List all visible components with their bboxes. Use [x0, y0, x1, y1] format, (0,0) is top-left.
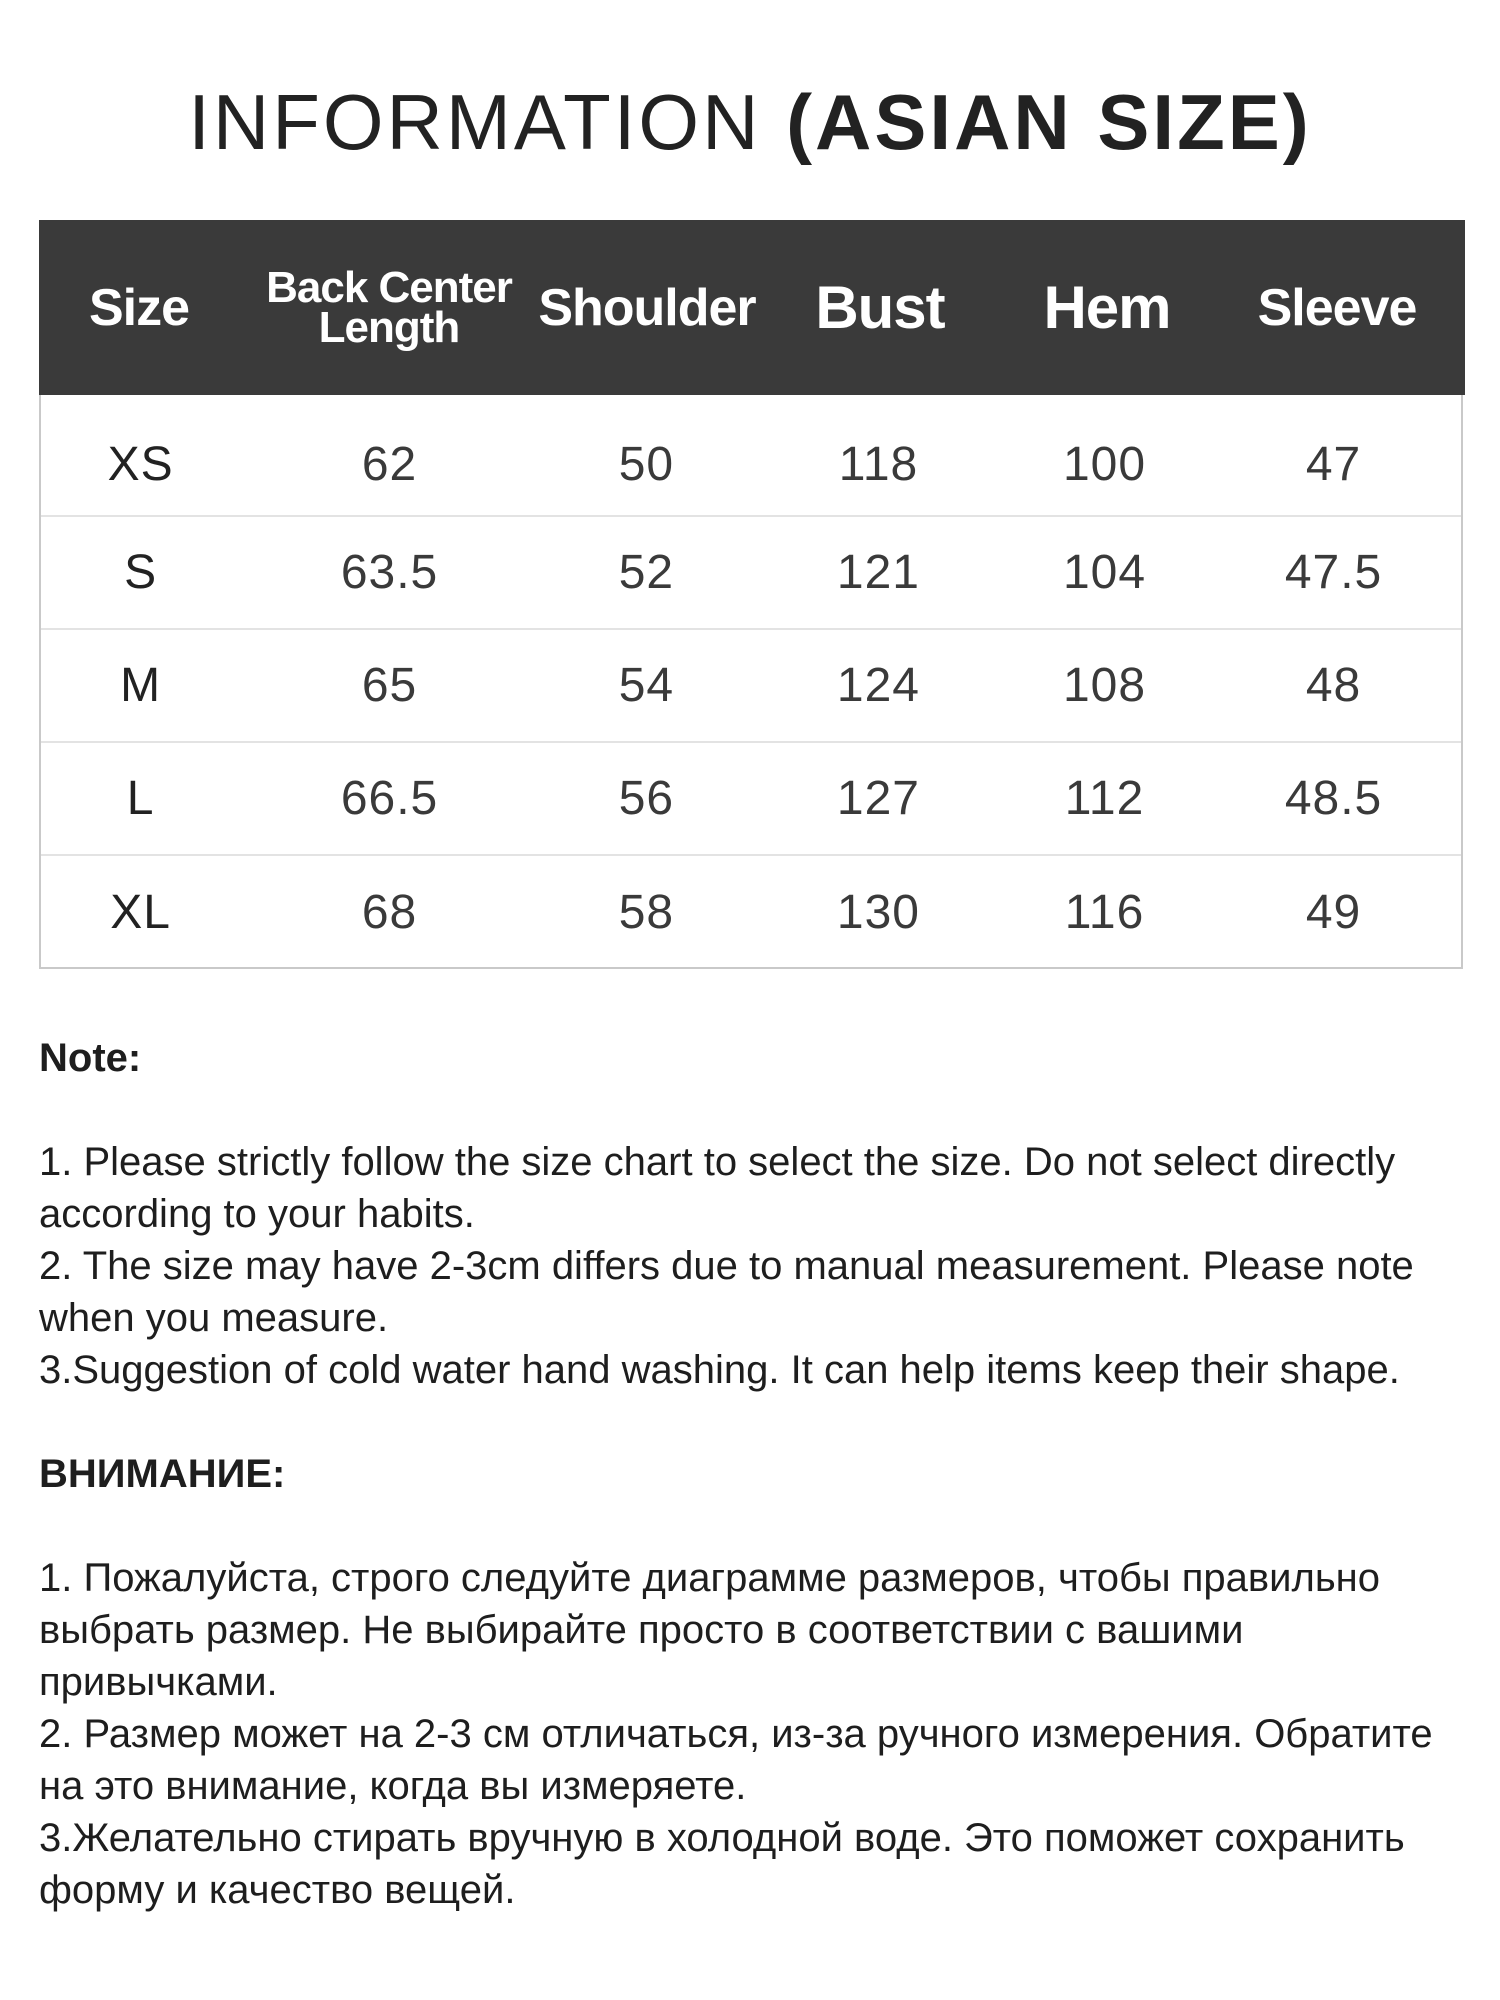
- header-sleeve: Sleeve: [1257, 278, 1417, 337]
- cell-bust: 127: [836, 772, 920, 825]
- header-back-center-length: Back Center Length: [266, 262, 512, 352]
- cell-back-center-length: 65: [361, 659, 418, 712]
- cell-back-center-length: 62: [361, 437, 418, 491]
- cell-bust: 130: [836, 886, 920, 939]
- table-body: [41, 395, 1461, 969]
- cell-hem: 112: [1064, 772, 1145, 825]
- cell-sleeve: 47.5: [1284, 546, 1383, 599]
- cell-shoulder: 52: [618, 546, 675, 599]
- note-item-ru: 2. Размер может на 2-3 см отличаться, из-за ручного измерения. Обратите на это внимание, когда вы измеряете.: [39, 1712, 1433, 1808]
- note-item-ru: 3.Желательно стирать вручную в холодной воде. Это поможет сохранить форму и качество вещей.: [39, 1816, 1405, 1912]
- cell-hem: 104: [1062, 546, 1147, 599]
- notes-section: [39, 1032, 1479, 1916]
- cell-back-center-length: 63.5: [340, 546, 439, 599]
- table-header-row: [39, 220, 1465, 395]
- note-item-ru: 1. Пожалуйста, строго следуйте диаграмме размеров, чтобы правильно выбрать размер. Не выбирайте просто в соответствии с вашими привычками.: [39, 1556, 1381, 1704]
- cell-hem: 108: [1062, 659, 1147, 712]
- cell-shoulder: 50: [618, 437, 675, 491]
- cell-hem: 116: [1064, 886, 1145, 939]
- cell-bust: 118: [838, 437, 919, 491]
- table-row: [41, 856, 1461, 969]
- note-heading-en: Note:: [39, 1036, 142, 1080]
- note-item-en: 3.Suggestion of cold water hand washing. It can help items keep their shape.: [39, 1348, 1400, 1392]
- header-bust: Bust: [815, 274, 945, 341]
- size-chart-table: [39, 220, 1463, 969]
- page-title: [0, 72, 1500, 172]
- header-shoulder: Shoulder: [538, 278, 756, 337]
- header-hem: Hem: [1043, 274, 1171, 341]
- cell-back-center-length: 66.5: [340, 772, 439, 825]
- title-qualifier: (ASIAN SIZE): [786, 78, 1312, 166]
- cell-shoulder: 56: [618, 772, 675, 825]
- header-size: Size: [88, 278, 190, 337]
- table-row: [41, 630, 1461, 743]
- note-item-en: 1. Please strictly follow the size chart to select the size. Do not select directly according to your habits.: [39, 1140, 1396, 1236]
- table-row: [41, 743, 1461, 856]
- note-heading-ru: ВНИМАНИЕ:: [39, 1452, 286, 1496]
- note-item-en: 2. The size may have 2-3cm differs due to manual measurement. Please note when you measure.: [39, 1244, 1414, 1340]
- cell-sleeve: 47: [1305, 437, 1362, 491]
- cell-size: S: [124, 546, 158, 599]
- cell-shoulder: 54: [618, 659, 675, 712]
- cell-size: L: [126, 772, 155, 825]
- cell-sleeve: 48: [1305, 659, 1362, 712]
- cell-shoulder: 58: [618, 886, 675, 939]
- section-gap: [39, 1396, 1479, 1448]
- cell-sleeve: 49: [1305, 886, 1362, 939]
- cell-bust: 121: [836, 546, 920, 599]
- cell-size: XL: [110, 886, 171, 939]
- cell-back-center-length: 68: [361, 886, 418, 939]
- table-row: [41, 517, 1461, 630]
- cell-bust: 124: [836, 659, 920, 712]
- cell-size: M: [120, 659, 162, 712]
- cell-size: XS: [107, 437, 174, 491]
- cell-hem: 100: [1062, 437, 1147, 491]
- title-main: INFORMATION: [188, 78, 787, 166]
- cell-sleeve: 48.5: [1284, 772, 1383, 825]
- table-row: [41, 395, 1461, 517]
